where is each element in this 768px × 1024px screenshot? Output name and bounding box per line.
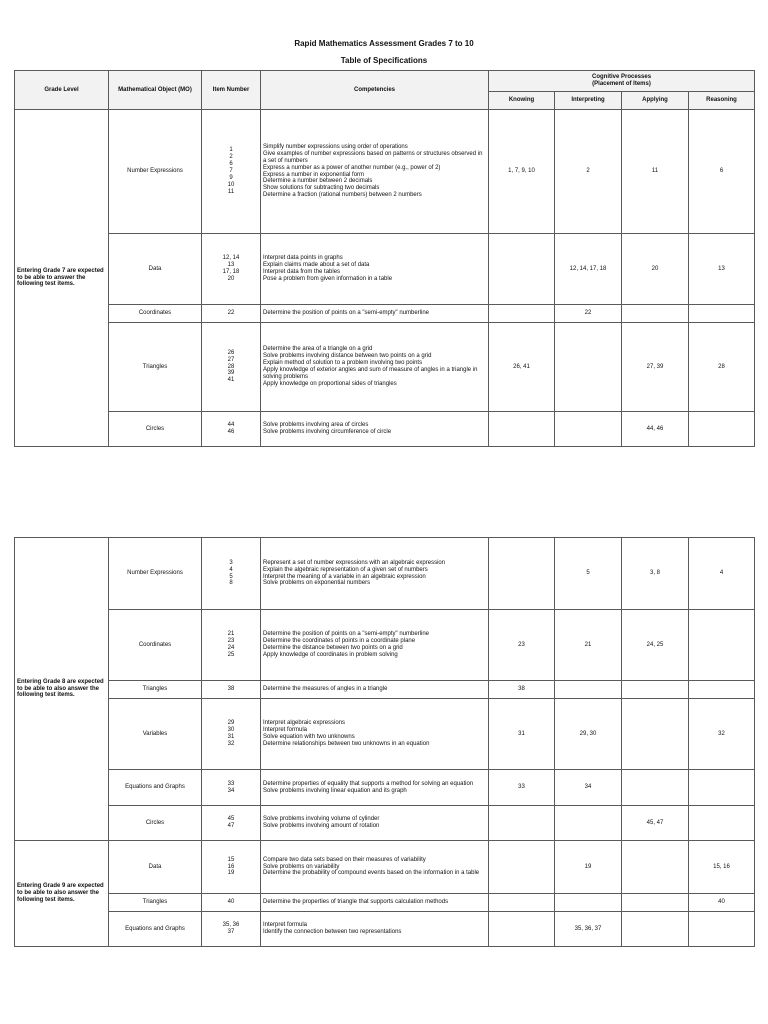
competency-cell-line: Determine the coordinates of points in a coordinate plane: [263, 638, 416, 645]
competency-cell-line: Represent a set of number expressions with an algebraic expression: [263, 559, 446, 566]
competency-cell: [261, 770, 489, 806]
interpreting-cell: 21: [555, 610, 622, 681]
grade-level-cell: Entering Grade 9 are expected to be able to also answer the following test items.: [15, 841, 109, 947]
reasoning-cell: 40: [689, 894, 755, 912]
competency-cell: [261, 699, 489, 770]
competency-cell-line: Identify the connection between two representations: [263, 929, 402, 935]
item-number-cell-line: 34: [227, 787, 235, 794]
item-number-cell: [202, 323, 261, 412]
header-applying: Applying: [622, 92, 689, 110]
mathematical-object-cell: Variables: [109, 699, 202, 770]
table-row: [15, 841, 755, 894]
item-number-cell-lines: [204, 422, 258, 436]
mathematical-object-cell: Coordinates: [109, 305, 202, 323]
competency-cell-line: Determine a number between 2 decimals: [263, 178, 373, 185]
knowing-cell: [489, 806, 555, 841]
competency-cell-line: Explain method of solution to a problem involving two points: [263, 360, 423, 367]
item-number-cell-lines: [204, 720, 258, 748]
competency-cell: [261, 305, 489, 323]
reasoning-cell: 6: [689, 110, 755, 234]
applying-cell: [622, 770, 689, 806]
item-number-cell-line: 15: [227, 856, 235, 863]
item-number-cell-line: 29: [227, 720, 235, 727]
competency-cell: [261, 538, 489, 610]
item-number-cell-lines: [204, 922, 258, 936]
competency-cell-line: Solve problems on exponential numbers: [263, 580, 371, 587]
item-number-cell-line: 39: [227, 370, 235, 377]
interpreting-cell: [555, 894, 622, 912]
table-row: [15, 770, 755, 806]
competency-cell-line: Solve problems involving area of circles: [263, 422, 369, 429]
competency-cell-lines: [263, 857, 486, 878]
competency-cell-line: Determine a fraction (rational numbers) between 2 numbers: [263, 192, 422, 199]
mathematical-object-cell: Equations and Graphs: [109, 770, 202, 806]
item-number-cell-line: 9: [229, 174, 233, 181]
applying-cell: 3, 8: [622, 538, 689, 610]
item-number-cell-line: 30: [227, 727, 235, 734]
reasoning-cell: [689, 305, 755, 323]
item-number-cell-line: 37: [227, 929, 235, 935]
item-number-cell-lines: [204, 310, 258, 317]
mathematical-object-cell: Number Expressions: [109, 110, 202, 234]
cognitive-processes-sublabel: (Placement of Items): [592, 81, 651, 87]
table-row: [15, 806, 755, 841]
item-number-cell-line: 31: [227, 734, 235, 740]
competency-cell-lines: [263, 720, 486, 748]
item-number-cell-line: 27: [227, 356, 235, 363]
competency-cell-line: Explain the algebraic representation of a given set of numbers: [263, 566, 428, 573]
item-number-cell-lines: [204, 255, 258, 283]
applying-cell: 27, 39: [622, 323, 689, 412]
item-number-cell-line: 47: [227, 823, 235, 829]
competency-cell-lines: [263, 631, 486, 659]
knowing-cell: [489, 234, 555, 305]
header-item-number: Item Number: [202, 71, 261, 110]
reasoning-cell: [689, 412, 755, 447]
competency-cell-line: Solve problems involving volume of cylinder: [263, 816, 380, 823]
item-number-cell: [202, 770, 261, 806]
grade-level-cell: Entering Grade 8 are expected to be able to also answer the following test items.: [15, 538, 109, 841]
competency-cell-line: Interpret data points in graphs: [263, 255, 343, 262]
interpreting-cell: 29, 30: [555, 699, 622, 770]
competency-cell-line: Determine the area of a triangle on a grid: [263, 346, 373, 353]
item-number-cell-line: 17, 18: [222, 269, 240, 275]
competency-cell-line: Show solutions for subtracting two decimals: [263, 185, 380, 192]
competency-cell: [261, 234, 489, 305]
item-number-cell-lines: [204, 631, 258, 659]
applying-cell: [622, 305, 689, 323]
item-number-cell-lines: [204, 147, 258, 195]
competency-cell-line: Express a number in exponential form: [263, 171, 365, 178]
applying-cell: [622, 841, 689, 894]
applying-cell: [622, 912, 689, 947]
item-number-cell: [202, 305, 261, 323]
header-mathematical-object: Mathematical Object (MO): [109, 71, 202, 110]
item-number-cell-line: 20: [227, 275, 235, 282]
mathematical-object-cell: Circles: [109, 412, 202, 447]
item-number-cell-line: 21: [227, 631, 235, 638]
competency-cell: [261, 610, 489, 681]
table-row: [15, 234, 755, 305]
knowing-cell: [489, 841, 555, 894]
mathematical-object-cell: Data: [109, 841, 202, 894]
item-number-cell-line: 4: [229, 566, 233, 573]
item-number-cell-line: 2: [229, 154, 233, 161]
table-row: [15, 681, 755, 699]
item-number-cell-line: 22: [227, 310, 235, 317]
item-number-cell-line: 44: [227, 422, 235, 429]
table-row: [15, 110, 755, 234]
mathematical-object-cell: Triangles: [109, 681, 202, 699]
table-row: [15, 894, 755, 912]
competency-cell-lines: [263, 816, 486, 830]
reasoning-cell: [689, 806, 755, 841]
competency-cell-line: Determine the probability of compound events based on the information in a table: [263, 870, 480, 877]
mathematical-object-cell: Coordinates: [109, 610, 202, 681]
applying-cell: 44, 46: [622, 412, 689, 447]
interpreting-cell: 34: [555, 770, 622, 806]
item-number-cell-line: 41: [227, 377, 235, 384]
competency-cell: [261, 841, 489, 894]
mathematical-object-cell: Data: [109, 234, 202, 305]
interpreting-cell: 22: [555, 305, 622, 323]
competency-cell-line: Determine the properties of triangle that supports calculation methods: [263, 899, 449, 906]
grade-level-cell: Entering Grade 7 are expected to be able to answer the following test items.: [15, 110, 109, 447]
interpreting-cell: 5: [555, 538, 622, 610]
item-number-cell-line: 45: [227, 816, 235, 823]
item-number-cell-line: 13: [227, 262, 235, 269]
item-number-cell-line: 46: [227, 429, 235, 435]
interpreting-cell: 2: [555, 110, 622, 234]
mathematical-object-cell: Circles: [109, 806, 202, 841]
competency-cell-lines: [263, 255, 486, 283]
item-number-cell-line: 26: [227, 349, 235, 356]
applying-cell: 11: [622, 110, 689, 234]
header-grade-level: Grade Level: [15, 71, 109, 110]
competency-cell-line: Compare two data sets based on their measures of variability: [263, 856, 426, 863]
competency-cell-line: Express a number as a power of another number (e.g., power of 2): [263, 164, 441, 171]
specification-table-part-2: [14, 537, 755, 947]
item-number-cell-line: 33: [227, 780, 235, 787]
competency-cell-lines: [263, 422, 486, 436]
competency-cell-line: Solve problems involving linear equation and its graph: [263, 787, 407, 794]
reasoning-cell: [689, 770, 755, 806]
knowing-cell: 26, 41: [489, 323, 555, 412]
item-number-cell-lines: [204, 857, 258, 878]
competency-cell-line: Interpret algebraic expressions: [263, 720, 346, 727]
competency-cell-line: Determine the measures of angles in a triangle: [263, 686, 388, 693]
item-number-cell-lines: [204, 781, 258, 795]
applying-cell: 45, 47: [622, 806, 689, 841]
mathematical-object-cell: Number Expressions: [109, 538, 202, 610]
item-number-cell: [202, 538, 261, 610]
competency-cell-lines: [263, 560, 486, 588]
competency-cell-lines: [263, 781, 486, 795]
mathematical-object-cell: Equations and Graphs: [109, 912, 202, 947]
competency-cell-line: Apply knowledge on proportional sides of triangles: [263, 380, 397, 387]
item-number-cell-lines: [204, 816, 258, 830]
knowing-cell: [489, 305, 555, 323]
competency-cell-lines: [263, 144, 486, 199]
item-number-cell: [202, 610, 261, 681]
competency-cell-lines: [263, 899, 486, 906]
competency-cell-line: Pose a problem from given information in a table: [263, 275, 393, 282]
knowing-cell: [489, 912, 555, 947]
knowing-cell: 33: [489, 770, 555, 806]
header-interpreting: Interpreting: [555, 92, 622, 110]
item-number-cell: [202, 412, 261, 447]
applying-cell: 24, 25: [622, 610, 689, 681]
knowing-cell: [489, 894, 555, 912]
item-number-cell-line: 1: [229, 147, 233, 154]
competency-cell-line: Simplify number expressions using order of operations: [263, 143, 408, 150]
table-row: [15, 912, 755, 947]
item-number-cell-lines: [204, 686, 258, 693]
table-row: [15, 699, 755, 770]
knowing-cell: 23: [489, 610, 555, 681]
reasoning-cell: [689, 681, 755, 699]
competency-cell-line: Interpret formula: [263, 922, 308, 929]
item-number-cell-line: 40: [227, 899, 235, 906]
knowing-cell: [489, 412, 555, 447]
item-number-cell-line: 19: [227, 870, 235, 877]
competency-cell-line: Apply knowledge of coordinates in problem solving: [263, 651, 398, 658]
competency-cell-line: Determine properties of equality that supports a method for solving an equation: [263, 780, 474, 787]
interpreting-cell: [555, 323, 622, 412]
item-number-cell-lines: [204, 350, 258, 384]
item-number-cell: [202, 699, 261, 770]
item-number-cell: [202, 234, 261, 305]
competency-cell-line: Solve problems on variability: [263, 863, 340, 870]
competency-cell-line: Apply knowledge of exterior angles and sum of measure of angles in a triangle in solving problems: [263, 367, 478, 380]
item-number-cell-line: 35, 36: [222, 922, 240, 929]
competency-cell-line: Solve problems involving distance between two points on a grid: [263, 353, 432, 360]
item-number-cell-line: 24: [227, 645, 235, 651]
interpreting-cell: [555, 806, 622, 841]
table-row: [15, 538, 755, 610]
header-knowing: Knowing: [489, 92, 555, 110]
item-number-cell-lines: [204, 899, 258, 906]
competency-cell: [261, 894, 489, 912]
header-competencies: Competencies: [261, 71, 489, 110]
applying-cell: [622, 894, 689, 912]
competency-cell: [261, 806, 489, 841]
item-number-cell-line: 8: [229, 580, 233, 587]
reasoning-cell: 13: [689, 234, 755, 305]
mathematical-object-cell: Triangles: [109, 894, 202, 912]
item-number-cell: [202, 110, 261, 234]
competency-cell-line: Determine the position of points on a "semi-empty" numberline: [263, 631, 430, 638]
document-subtitle: Table of Specifications: [340, 56, 428, 65]
competency-cell-lines: [263, 310, 486, 317]
knowing-cell: 31: [489, 699, 555, 770]
competency-cell-line: Solve equation with two unknowns: [263, 734, 355, 740]
interpreting-cell: 19: [555, 841, 622, 894]
item-number-cell-line: 7: [229, 168, 233, 175]
item-number-cell: [202, 841, 261, 894]
competency-cell-line: Determine the distance between two points on a grid: [263, 645, 403, 651]
competency-cell-line: Determine the position of points on a "semi-empty" numberline: [263, 310, 430, 317]
reasoning-cell: [689, 610, 755, 681]
reasoning-cell: 15, 16: [689, 841, 755, 894]
item-number-cell: [202, 912, 261, 947]
header-cognitive-processes: [489, 71, 755, 92]
applying-cell: [622, 699, 689, 770]
table-row: [15, 610, 755, 681]
item-number-cell-line: 16: [227, 863, 235, 870]
reasoning-cell: 4: [689, 538, 755, 610]
item-number-cell-line: 28: [227, 363, 235, 370]
competency-cell-line: Interpret the meaning of a variable in an algebraic expression: [263, 573, 426, 580]
competency-cell-line: Interpret data from the tables: [263, 269, 341, 275]
competency-cell: [261, 412, 489, 447]
competency-cell-line: Explain claims made about a set of data: [263, 262, 370, 269]
mathematical-object-cell: Triangles: [109, 323, 202, 412]
competency-cell-line: Determine relationships between two unknowns in an equation: [263, 740, 430, 747]
competency-cell-lines: [263, 922, 486, 936]
interpreting-cell: 35, 36, 37: [555, 912, 622, 947]
item-number-cell-line: 23: [227, 638, 235, 645]
interpreting-cell: [555, 412, 622, 447]
item-number-cell-line: 3: [229, 559, 233, 566]
item-number-cell-line: 38: [227, 686, 235, 693]
applying-cell: [622, 681, 689, 699]
reasoning-cell: 32: [689, 699, 755, 770]
interpreting-cell: [555, 681, 622, 699]
specification-table-part-1: [14, 70, 755, 447]
item-number-cell-line: 12, 14: [222, 255, 240, 262]
competency-cell: [261, 323, 489, 412]
table-row: [15, 323, 755, 412]
competency-cell-line: Give examples of number expressions based on patterns or structures observed in a set of numbers: [263, 150, 483, 164]
competency-cell: [261, 912, 489, 947]
document-title: Rapid Mathematics Assessment Grades 7 to 10: [294, 39, 474, 48]
interpreting-cell: 12, 14, 17, 18: [555, 234, 622, 305]
item-number-cell: [202, 806, 261, 841]
competency-cell-line: Solve problems involving amount of rotation: [263, 823, 380, 829]
item-number-cell-line: 32: [227, 740, 235, 747]
item-number-cell-line: 6: [229, 161, 233, 168]
knowing-cell: 1, 7, 9, 10: [489, 110, 555, 234]
competency-cell: [261, 681, 489, 699]
cognitive-processes-label: Cognitive Processes: [592, 74, 652, 81]
item-number-cell-line: 5: [229, 573, 233, 580]
knowing-cell: [489, 538, 555, 610]
table-row: [15, 412, 755, 447]
competency-cell-lines: [263, 686, 486, 693]
reasoning-cell: 28: [689, 323, 755, 412]
item-number-cell: [202, 894, 261, 912]
item-number-cell-line: 10: [227, 181, 235, 188]
competency-cell: [261, 110, 489, 234]
header-reasoning: Reasoning: [689, 92, 755, 110]
table-row: [15, 305, 755, 323]
knowing-cell: 38: [489, 681, 555, 699]
reasoning-cell: [689, 912, 755, 947]
competency-cell-lines: [263, 346, 486, 387]
competency-cell-line: Solve problems involving circumference of circle: [263, 429, 392, 435]
item-number-cell-lines: [204, 560, 258, 588]
item-number-cell: [202, 681, 261, 699]
competency-cell-line: Interpret formula: [263, 727, 308, 734]
applying-cell: 20: [622, 234, 689, 305]
item-number-cell-line: 25: [227, 651, 235, 658]
item-number-cell-line: 11: [227, 188, 235, 195]
